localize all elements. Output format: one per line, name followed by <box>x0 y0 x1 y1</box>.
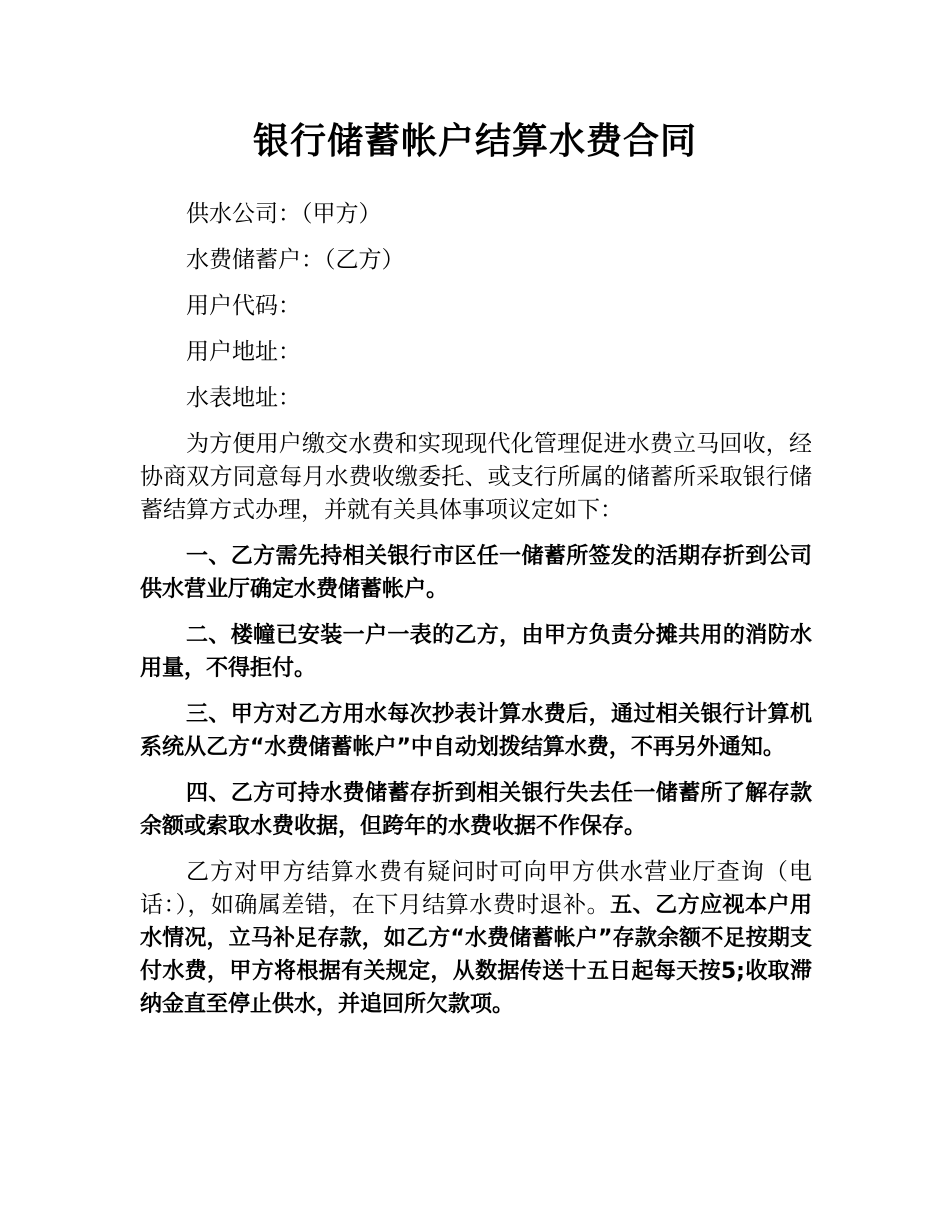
clause-5: 五、乙方应视本户用水情况，立马补足存款，如乙方“水费储蓄帐户”存款余额不足按期支付水费，甲方将根据有关规定，从数据传送十五日起每天按5;收取滞纳金直至停止供水，并追回所欠款项。 <box>140 893 812 1017</box>
field-meter-address: 水表地址： <box>186 385 301 411</box>
document-body <box>140 198 812 1034</box>
closing-paragraph-normal-text: 乙方对甲方结算水费有疑问时可向甲方供水营业厅查询（电话：），如确属差错，在下月结算水费时退补。 <box>140 859 812 918</box>
clause-3: 三、甲方对乙方用水每次抄表计算水费后，通过相关银行计算机系统从乙方“水费储蓄帐户”中自动划拨结算水费，不再另外通知。 <box>140 702 812 760</box>
clause-2: 二、楼幢已安装一户一表的乙方，由甲方负责分摊共用的消防水用量，不得拒付。 <box>140 623 812 681</box>
field-user-code: 用户代码： <box>186 293 301 319</box>
document-title: 银行储蓄帐户结算水费合同 <box>252 121 697 162</box>
closing-paragraph <box>140 856 812 1021</box>
clause-4: 四、乙方可持水费储蓄存折到相关银行失去任一储蓄所了解存款余额或索取水费收据，但跨年的水费收据不作保存。 <box>140 781 812 839</box>
intro-paragraph: 为方便用户缴交水费和实现现代化管理促进水费立马回收，经协商双方同意每月水费收缴委托、或支行所属的储蓄所采取银行储蓄结算方式办理，并就有关具体事项议定如下： <box>140 431 812 523</box>
field-water-company: 供水公司：（甲方） <box>186 201 382 227</box>
clause-1: 一、乙方需先持相关银行市区任一储蓄所签发的活期存折到公司供水营业厅确定水费储蓄帐户。 <box>140 544 812 602</box>
field-user-address: 用户地址： <box>186 339 301 365</box>
field-depositor: 水费储蓄户：（乙方） <box>186 247 405 273</box>
